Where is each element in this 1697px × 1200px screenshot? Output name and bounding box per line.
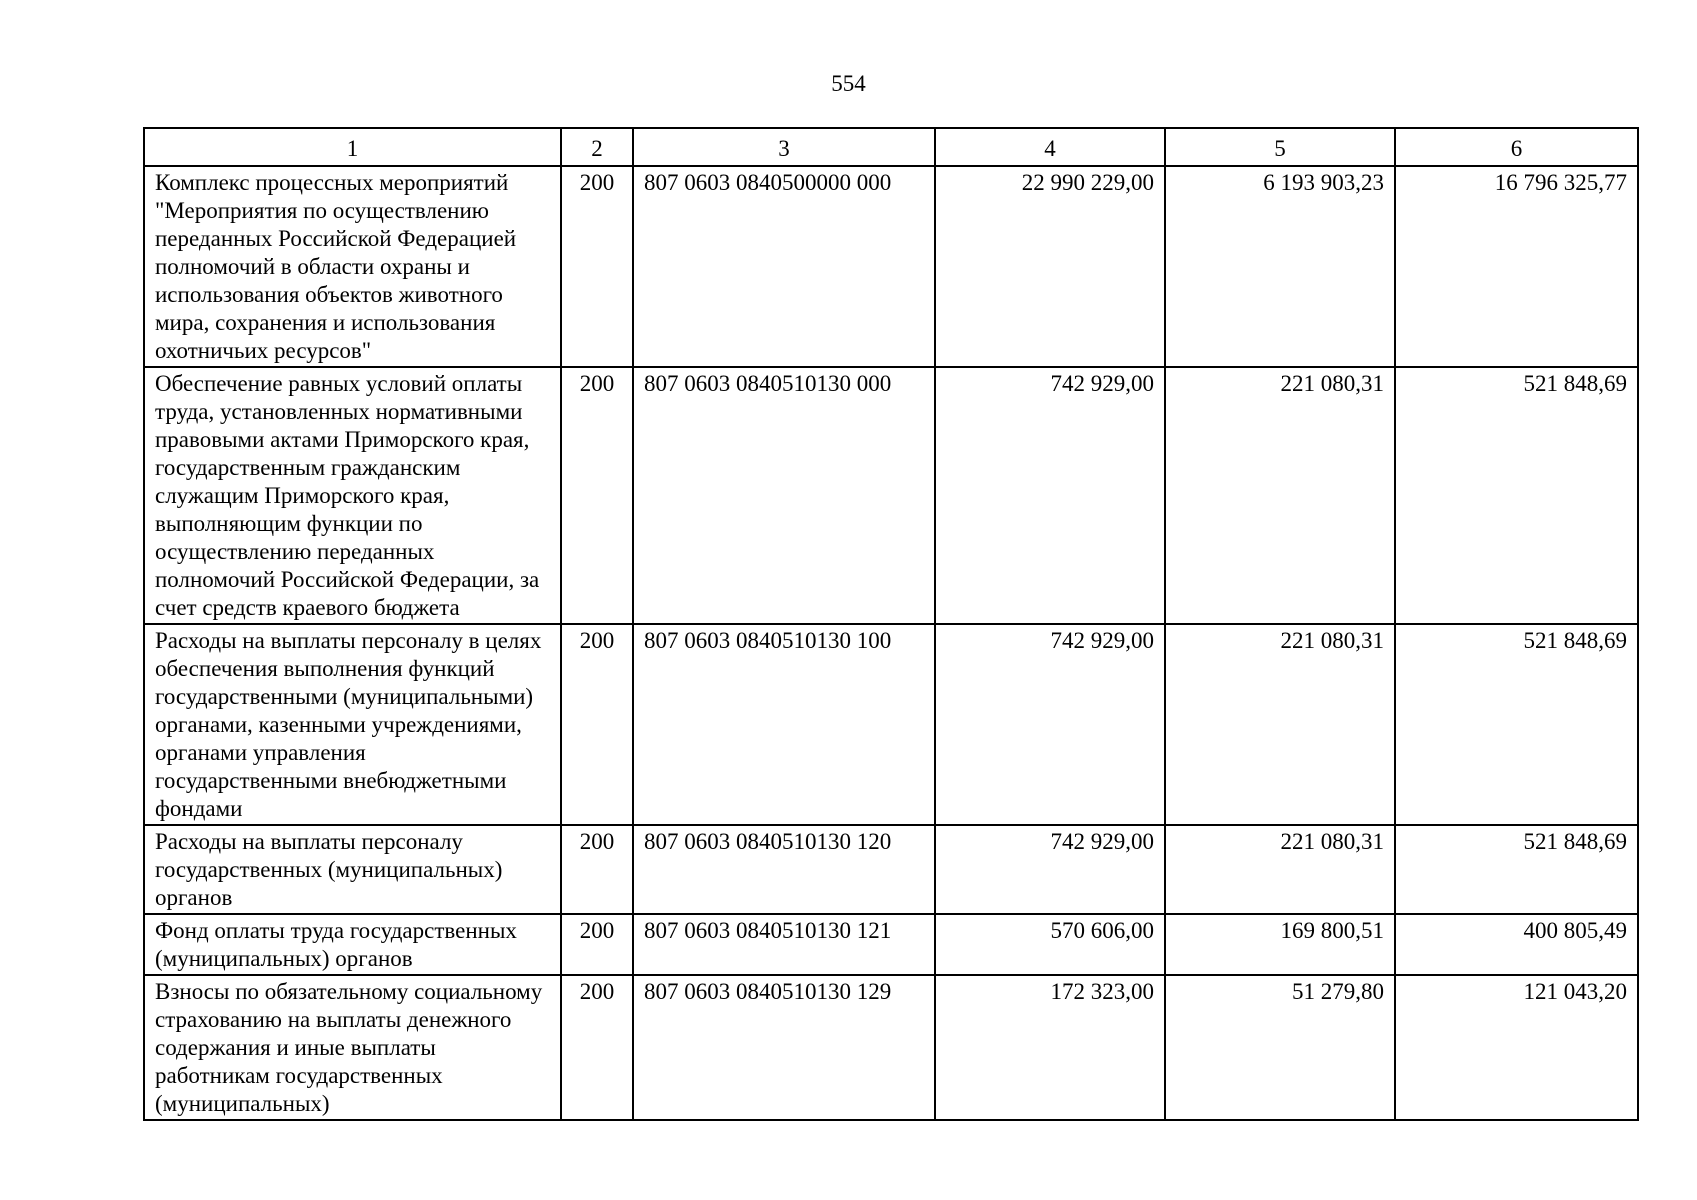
row-executed-cell: 221 080,31 xyxy=(1165,624,1395,825)
row-approved-cell: 742 929,00 xyxy=(935,624,1165,825)
row-executed-cell: 221 080,31 xyxy=(1165,367,1395,624)
column-header: 6 xyxy=(1395,128,1638,166)
row-code-cell: 200 xyxy=(561,624,633,825)
column-header: 4 xyxy=(935,128,1165,166)
row-remaining-cell: 400 805,49 xyxy=(1395,914,1638,975)
budget-table xyxy=(143,127,1639,1121)
column-header: 3 xyxy=(633,128,935,166)
table-row xyxy=(144,825,1638,914)
header-row xyxy=(144,128,1638,166)
row-classifier-cell: 807 0603 0840510130 000 xyxy=(633,367,935,624)
row-name-cell: Взносы по обязательному социальному страхованию на выплаты денежного содержания и иные выплаты работникам государственных (муниципальных) xyxy=(144,975,561,1120)
row-classifier-cell: 807 0603 0840510130 129 xyxy=(633,975,935,1120)
row-approved-cell: 570 606,00 xyxy=(935,914,1165,975)
row-remaining-cell: 16 796 325,77 xyxy=(1395,166,1638,367)
row-classifier-cell: 807 0603 0840510130 100 xyxy=(633,624,935,825)
row-remaining-cell: 521 848,69 xyxy=(1395,624,1638,825)
page-number: 554 xyxy=(831,71,866,96)
row-executed-cell: 169 800,51 xyxy=(1165,914,1395,975)
row-executed-cell: 51 279,80 xyxy=(1165,975,1395,1120)
row-code-cell: 200 xyxy=(561,367,633,624)
row-name-cell: Фонд оплаты труда государственных (муниципальных) органов xyxy=(144,914,561,975)
row-name-cell: Обеспечение равных условий оплаты труда, установленных нормативными правовыми актами Приморского края, государственным гражданским служащим Приморского края, выполняющим функции по осуществлению переданных полномочий Российской Федерации, за счет средств краевого бюджета xyxy=(144,367,561,624)
table-row xyxy=(144,166,1638,367)
column-header: 1 xyxy=(144,128,561,166)
row-approved-cell: 22 990 229,00 xyxy=(935,166,1165,367)
table-row xyxy=(144,624,1638,825)
row-code-cell: 200 xyxy=(561,914,633,975)
column-header: 2 xyxy=(561,128,633,166)
row-executed-cell: 221 080,31 xyxy=(1165,825,1395,914)
row-classifier-cell: 807 0603 0840510130 120 xyxy=(633,825,935,914)
row-executed-cell: 6 193 903,23 xyxy=(1165,166,1395,367)
row-approved-cell: 742 929,00 xyxy=(935,825,1165,914)
table-row xyxy=(144,367,1638,624)
table-row xyxy=(144,975,1638,1120)
row-approved-cell: 742 929,00 xyxy=(935,367,1165,624)
row-code-cell: 200 xyxy=(561,166,633,367)
table-row xyxy=(144,914,1638,975)
row-code-cell: 200 xyxy=(561,975,633,1120)
row-remaining-cell: 121 043,20 xyxy=(1395,975,1638,1120)
row-name-cell: Расходы на выплаты персоналу государственных (муниципальных) органов xyxy=(144,825,561,914)
row-name-cell: Комплекс процессных мероприятий "Мероприятия по осуществлению переданных Российской Федерацией полномочий в области охраны и использования объектов животного мира, сохранения и использования охотничьих ресурсов" xyxy=(144,166,561,367)
row-classifier-cell: 807 0603 0840510130 121 xyxy=(633,914,935,975)
row-code-cell: 200 xyxy=(561,825,633,914)
row-approved-cell: 172 323,00 xyxy=(935,975,1165,1120)
row-classifier-cell: 807 0603 0840500000 000 xyxy=(633,166,935,367)
row-name-cell: Расходы на выплаты персоналу в целях обеспечения выполнения функций государственными (муниципальными) органами, казенными учреждениями, органами управления государственными внебюджетными фондами xyxy=(144,624,561,825)
row-remaining-cell: 521 848,69 xyxy=(1395,825,1638,914)
column-header: 5 xyxy=(1165,128,1395,166)
row-remaining-cell: 521 848,69 xyxy=(1395,367,1638,624)
